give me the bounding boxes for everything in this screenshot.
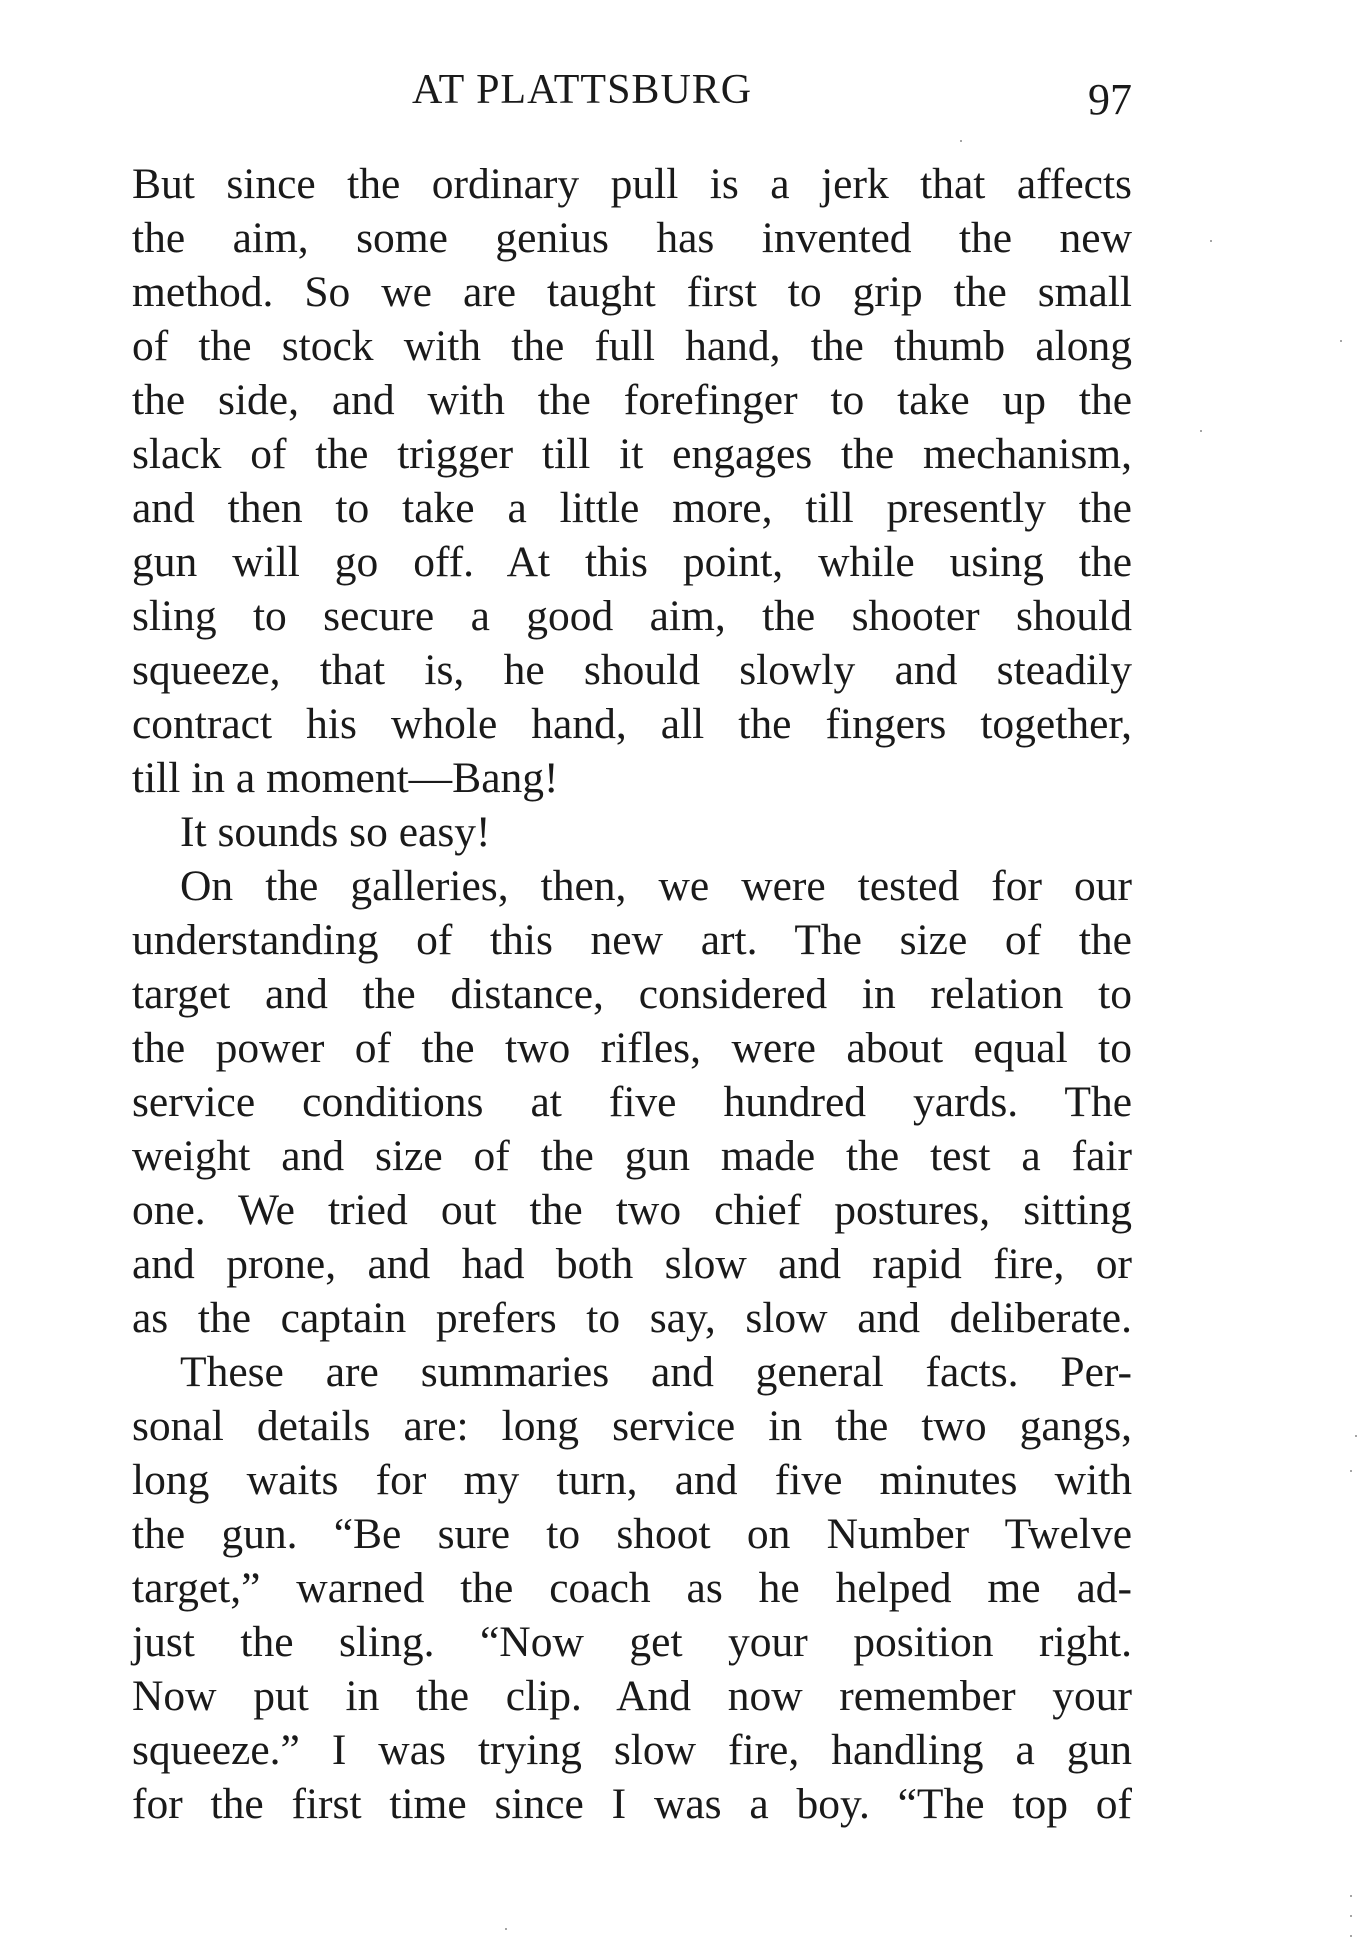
text-line: just the sling. “Now get your position right. <box>132 1618 1132 1666</box>
scan-speck <box>1355 1435 1357 1437</box>
text-line: and then to take a little more, till presently the <box>132 484 1132 532</box>
scan-speck <box>1210 240 1212 242</box>
scan-speck <box>960 140 962 142</box>
scan-speck <box>1200 430 1202 432</box>
text-line: of the stock with the full hand, the thumb along <box>132 322 1132 370</box>
text-line: Now put in the clip. And now remember your <box>132 1672 1132 1720</box>
text-line: gun will go off. At this point, while using the <box>132 538 1132 586</box>
text-line: method. So we are taught first to grip the small <box>132 268 1132 316</box>
text-line: as the captain prefers to say, slow and deliberate. <box>132 1294 1132 1342</box>
running-title: AT PLATTSBURG <box>412 67 753 113</box>
text-line: target and the distance, considered in relation to <box>132 970 1132 1018</box>
text-line: sonal details are: long service in the two gangs, <box>132 1402 1132 1450</box>
text-line: the power of the two rifles, were about equal to <box>132 1024 1132 1072</box>
text-line: weight and size of the gun made the test a fair <box>132 1132 1132 1180</box>
text-line: squeeze.” I was trying slow fire, handling a gun <box>132 1726 1132 1774</box>
scan-speck <box>1340 340 1342 342</box>
text-line: understanding of this new art. The size of the <box>132 916 1132 964</box>
text-line: one. We tried out the two chief postures, sitting <box>132 1186 1132 1234</box>
scan-speck <box>1350 1935 1352 1937</box>
text-line: contract his whole hand, all the fingers together, <box>132 700 1132 748</box>
text-line: sling to secure a good aim, the shooter should <box>132 592 1132 640</box>
text-line: On the galleries, then, we were tested for our <box>180 862 1132 910</box>
text-line: the aim, some genius has invented the new <box>132 214 1132 262</box>
body-text <box>132 157 1132 1831</box>
text-line: squeeze, that is, he should slowly and steadily <box>132 646 1132 694</box>
scan-speck <box>505 1928 507 1930</box>
scan-speck <box>1350 1915 1352 1917</box>
text-line: service conditions at five hundred yards. The <box>132 1078 1132 1126</box>
scan-speck <box>1350 1470 1352 1472</box>
text-line: It sounds so easy! <box>180 808 491 856</box>
text-line: target,” warned the coach as he helped me ad- <box>132 1564 1132 1612</box>
text-line: slack of the trigger till it engages the mechanism, <box>132 430 1132 478</box>
text-line: But since the ordinary pull is a jerk that affects <box>132 160 1132 208</box>
page-number: 97 <box>1088 75 1132 124</box>
text-line: till in a moment—Bang! <box>132 754 559 802</box>
text-line: the side, and with the forefinger to take up the <box>132 376 1132 424</box>
scan-speck <box>1350 1895 1352 1897</box>
text-line: These are summaries and general facts. Per- <box>180 1348 1132 1396</box>
running-head <box>132 66 1132 126</box>
text-line: for the first time since I was a boy. “The top of <box>132 1780 1132 1828</box>
text-line: and prone, and had both slow and rapid fire, or <box>132 1240 1132 1288</box>
text-line: long waits for my turn, and five minutes with <box>132 1456 1132 1504</box>
text-line: the gun. “Be sure to shoot on Number Twelve <box>132 1510 1132 1558</box>
